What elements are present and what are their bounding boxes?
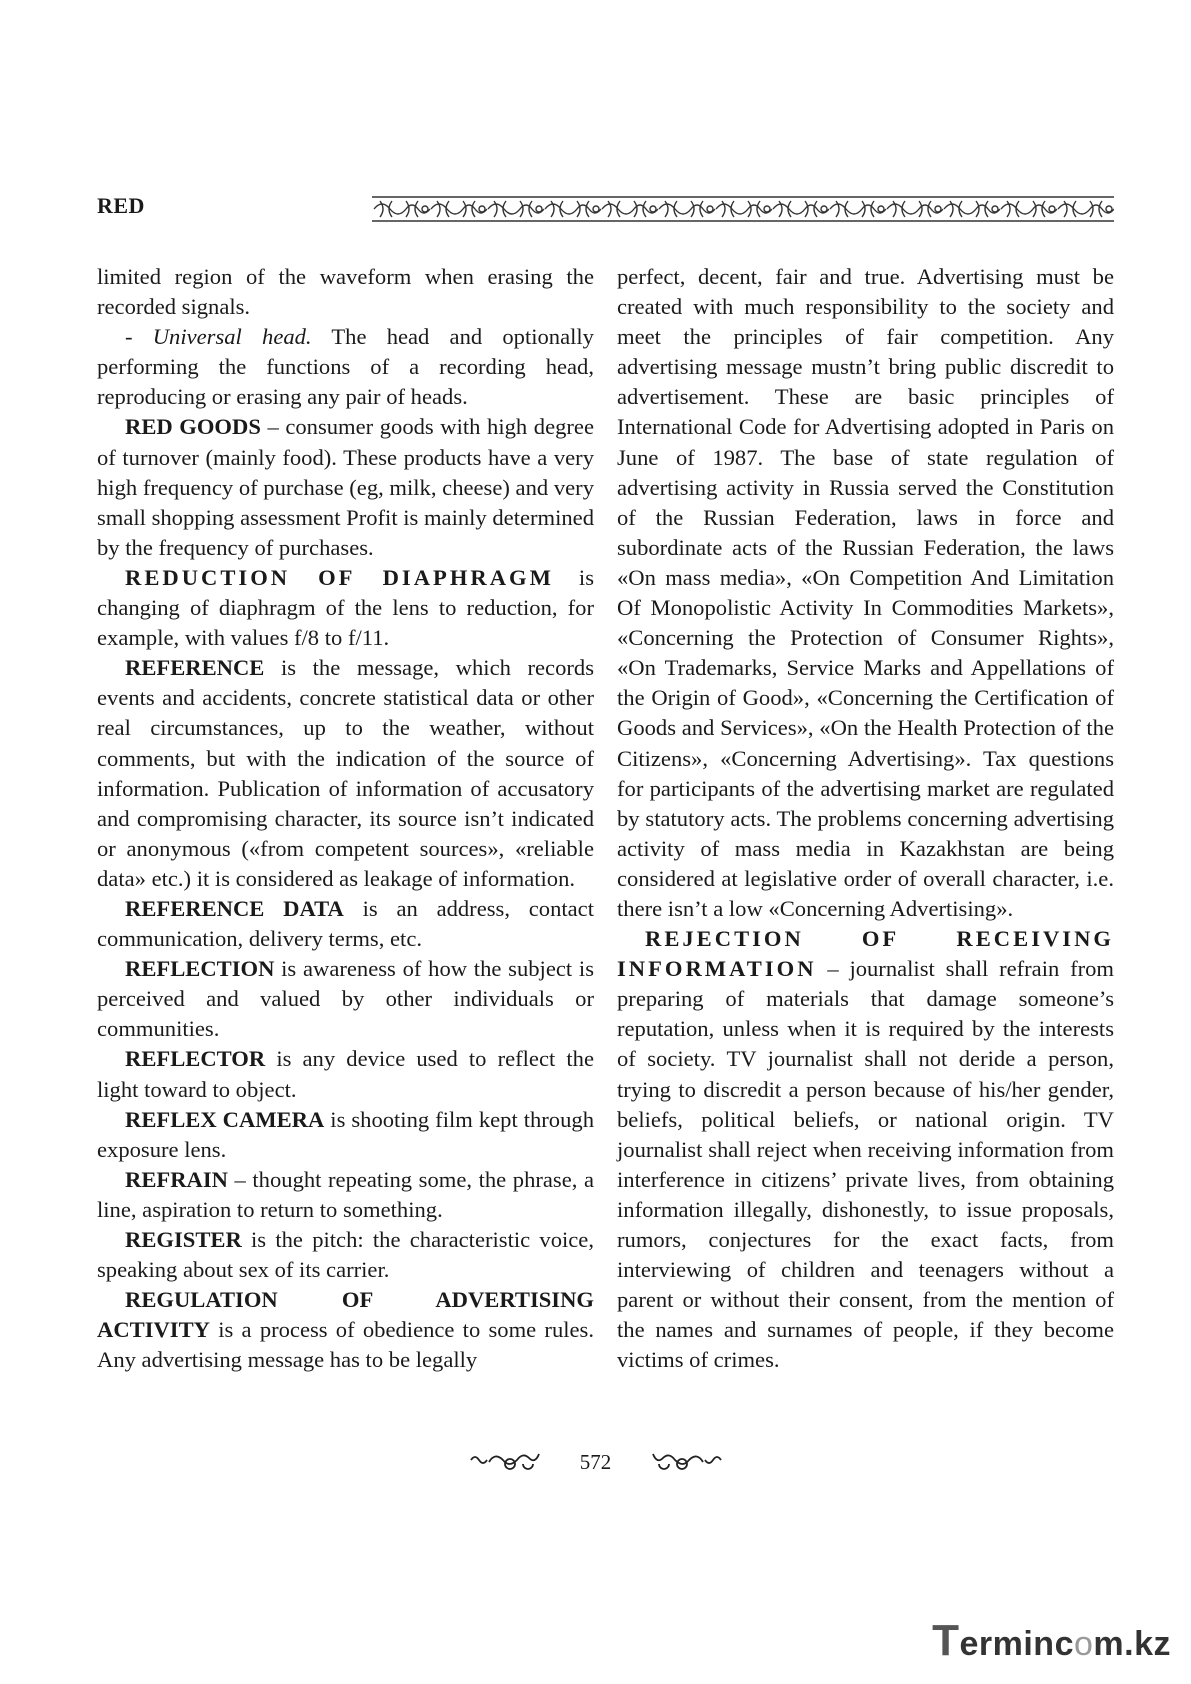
footer-right-flourish-icon	[643, 1450, 723, 1474]
entry-term: REFLECTOR	[125, 1046, 266, 1072]
dictionary-entry	[97, 653, 594, 894]
entry-definition: is awareness of how the subject is perceived and valued by other individuals or communities.	[97, 956, 594, 1042]
dictionary-entry	[97, 1044, 594, 1104]
footer-left-flourish-icon	[469, 1450, 549, 1474]
subentry-text: The head and optionally performing the functions of a recording head, reproducing or erasing any pair of heads.	[97, 324, 594, 410]
entry-definition: is any device used to reflect the light toward to object.	[97, 1046, 594, 1102]
dictionary-entry	[97, 1285, 594, 1375]
dictionary-entry	[97, 412, 594, 562]
dictionary-entry	[97, 563, 594, 653]
watermark-part-4: m.kz	[1093, 1625, 1171, 1663]
running-head: RED	[97, 193, 145, 218]
entry-definition: – thought repeating some, the phrase, a line, aspiration to return to something.	[97, 1166, 594, 1222]
subentry-label: Universal head.	[152, 324, 312, 350]
continuation-text: limited region of the waveform when erasing the recorded signals.	[97, 264, 594, 320]
entry-definition: is the pitch: the characteristic voice, speaking about sex of its carrier.	[97, 1227, 594, 1283]
entry-term: REGISTER	[125, 1227, 242, 1252]
watermark-part-2: erminc	[959, 1625, 1074, 1663]
subentry-prefix: -	[125, 324, 153, 350]
entry-definition: – consumer goods with high degree of turnover (mainly food). These products have a very high frequency of purchase (eg, milk, cheese) and very small shopping assessment Profit is mainly determined by the frequency of purchases.	[97, 414, 595, 560]
entry-definition: is a process of obedience to some rules. Any advertising message has to be legally	[97, 1317, 594, 1373]
continuation-text: perfect, decent, fair and true. Advertising must be created with much responsibility to the society and meet the principles of fair competition. Any advertising message mustn’t bring public discredit to advertisement. These are basic principles of International Code for Advertising adopted in Paris on June of 1987. The base of state regulation of advertising activity in Russia served the Constitution of the Russian Federation, laws in force and subordinate acts of the Russian Federation, the laws «On mass media», «On Competition And Limitation Of Monopolistic Activity In Commodities Markets», «Concerning the Protection of Consumer Rights», «On Trademarks, Service Marks and Appellations of the Origin of Good», «Concerning the Certification of Goods and Services», «On the Health Protection of the Citizens», «Concerning Advertising». Tax questions for participants of the advertising market are regulated by statutory acts. The problems concerning advertising activity of mass media in Kazakhstan are being considered at legislative order of overall character, i.e. there isn’t a low «Concerning Advertising».	[617, 264, 1114, 921]
left-column	[97, 262, 594, 1375]
entry-definition: is shooting film kept through exposure lens.	[97, 1106, 594, 1162]
page-number: 572	[579, 1449, 612, 1474]
entry-term: REFERENCE DATA	[125, 895, 344, 921]
watermark-part-1: T	[932, 1616, 960, 1665]
entry-definition: is an address, contact communication, delivery terms, etc.	[97, 895, 594, 952]
entry-term: REFERENCE	[125, 655, 265, 681]
dictionary-subentry	[97, 322, 594, 412]
entry-term: REDUCTION OF DIAPHRAGM	[125, 564, 554, 590]
dictionary-entry	[97, 954, 594, 1044]
dictionary-entry	[617, 924, 1114, 1375]
entry-term: REFLECTION	[125, 956, 275, 982]
entry-term: REFLEX CAMERA	[125, 1106, 325, 1132]
decorative-ornament-border	[372, 195, 1114, 223]
site-watermark-logo	[932, 1616, 1171, 1666]
page-footer	[0, 1448, 1191, 1475]
dictionary-entry	[97, 894, 594, 954]
dictionary-entry	[97, 1105, 594, 1165]
dictionary-entry	[97, 1225, 594, 1285]
entry-definition: is changing of diaphragm of the lens to reduction, for example, with values f/8 to f/11.	[97, 564, 594, 651]
watermark-part-3: o	[1073, 1625, 1094, 1663]
dictionary-entry	[97, 1165, 594, 1225]
entry-term: REFRAIN	[125, 1166, 228, 1192]
right-column	[617, 262, 1114, 1375]
entry-definition: – journalist shall refrain from preparing of materials that damage someone’s reputation, unless when it is required by the interests of society. TV journalist shall not deride a person, trying to discredit a person because of his/her gender, beliefs, political beliefs, or national origin. TV journalist shall reject when receiving information from interference in citizens’ private lives, from obtaining information illegally, dishonestly, to issue proposals, rumors, conjectures for the exact facts, from interviewing of children and teenagers without a parent or without their consent, from the mention of the names and surnames of people, if they become victims of crimes.	[617, 956, 1114, 1373]
entry-term: REJECTION OF RECEIVING INFORMATION	[617, 926, 1114, 982]
entry-definition: is the message, which records events and accidents, concrete statistical data or other real circumstances, up to the weather, without comments, but with the indication of the source of information. Publication of information of accusatory and compromising character, its source isn’t indicated or anonymous («from competent sources», «reliable data» etc.) it is considered as leakage of information.	[97, 655, 594, 891]
entry-term: REGULATION OF ADVERTISING ACTIVITY	[97, 1287, 594, 1343]
entry-term: RED GOODS	[125, 414, 261, 440]
